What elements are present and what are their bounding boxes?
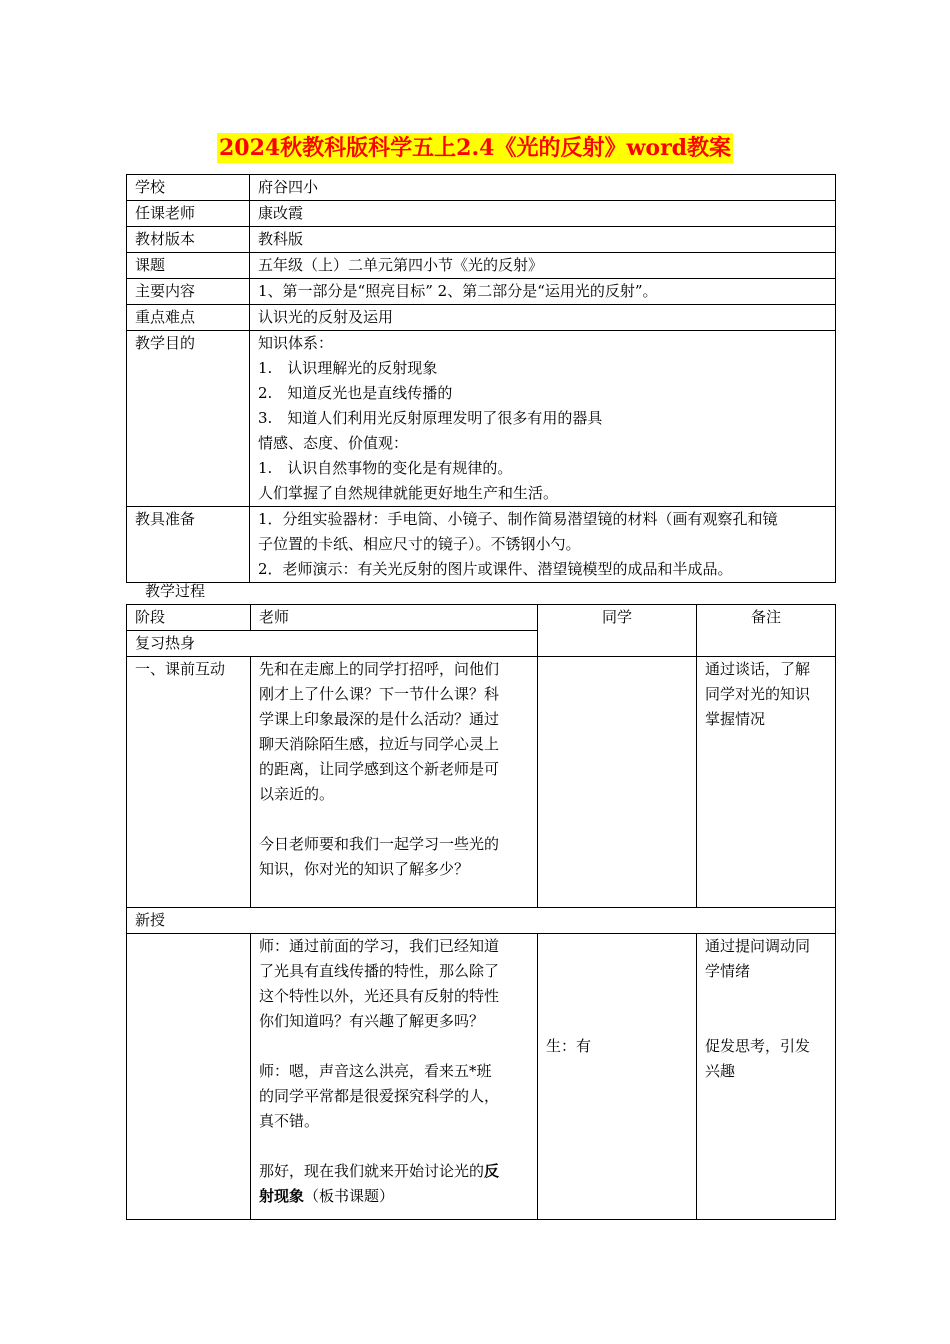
bold-run: 射现象 — [259, 1187, 305, 1205]
value-edition: 教科版 — [250, 227, 836, 253]
text-line: 通过谈话，了解 — [705, 660, 811, 678]
bold-run: 反 — [484, 1162, 500, 1180]
goals-line: 人们掌握了自然规律就能更好地生产和生活。 — [258, 484, 559, 502]
text-line: 真不错。 — [259, 1112, 320, 1130]
spacer — [546, 959, 688, 984]
text-line: 学课上印象最深的是什么活动？通过 — [259, 710, 500, 728]
document-title: 2024秋教科版科学五上2.4《光的反射》word教案 — [218, 135, 732, 161]
info-table — [126, 174, 836, 583]
stage-interaction: 一、课前互动 — [127, 657, 251, 908]
row-content — [127, 279, 836, 305]
value-goals — [250, 331, 836, 507]
label-keypoints: 重点难点 — [127, 305, 250, 331]
label-goals: 教学目的 — [127, 331, 250, 507]
row-materials — [127, 507, 836, 583]
process-label: 教学过程 — [145, 582, 206, 600]
label-edition: 教材版本 — [127, 227, 250, 253]
title-container — [0, 133, 950, 163]
text-line: 刚才上了什么课？下一节什么课？科 — [259, 685, 500, 703]
row-edition — [127, 227, 836, 253]
value-teacher: 康改霞 — [250, 201, 836, 227]
value-content: 1、第一部分是“照亮目标” 2、第二部分是“运用光的反射”。 — [250, 279, 836, 305]
label-topic: 课题 — [127, 253, 250, 279]
new-section-row — [127, 908, 836, 934]
text-line: 的距离，让同学感到这个新老师是可 — [259, 760, 500, 778]
row-teacher — [127, 201, 836, 227]
note-interaction — [697, 657, 836, 908]
spacer — [705, 1009, 827, 1034]
row-goals — [127, 331, 836, 507]
new-section-label: 新授 — [127, 908, 836, 934]
teacher-interaction — [251, 657, 538, 908]
label-content: 主要内容 — [127, 279, 250, 305]
interaction-row — [127, 657, 836, 908]
value-keypoints: 认识光的反射及运用 — [250, 305, 836, 331]
value-topic: 五年级（上）二单元第四小节《光的反射》 — [250, 253, 836, 279]
text-line: 了光具有直线传播的特性，那么除了 — [259, 962, 500, 980]
goals-line: 3. 知道人们利用光反射原理发明了很多有用的器具 — [258, 409, 603, 427]
text-run: 那好，现在我们就来开始讨论光的 — [259, 1162, 485, 1180]
header-teacher: 老师 — [251, 605, 538, 631]
text-line: 今日老师要和我们一起学习一些光的 — [259, 835, 500, 853]
header-student: 同学 — [538, 605, 697, 657]
goals-line: 知识体系： — [258, 334, 334, 352]
student-new-lesson — [538, 934, 697, 1220]
stage-new-lesson — [127, 934, 251, 1220]
new-lesson-row — [127, 934, 836, 1220]
student-interaction — [538, 657, 697, 908]
text-line: 促发思考，引发 — [705, 1037, 811, 1055]
text-line: 同学对光的知识 — [705, 685, 811, 703]
spacer — [259, 1034, 529, 1059]
header-note: 备注 — [697, 605, 836, 657]
teacher-new-lesson — [251, 934, 538, 1220]
spacer — [705, 984, 827, 1009]
spacer — [546, 984, 688, 1009]
text-run: （板书课题） — [304, 1187, 395, 1205]
value-materials — [250, 507, 836, 583]
spacer — [259, 1134, 529, 1159]
text-line: 以亲近的。 — [259, 785, 335, 803]
materials-line: 1．分组实验器材：手电筒、小镜子、制作简易潜望镜的材料（画有观察孔和镜 — [258, 510, 778, 528]
text-line — [259, 1184, 529, 1209]
text-line: 聊天消除陌生感，拉近与同学心灵上 — [259, 735, 500, 753]
process-table — [126, 604, 836, 1220]
label-materials: 教具准备 — [127, 507, 250, 583]
spacer — [546, 934, 688, 959]
goals-line: 2. 知道反光也是直线传播的 — [258, 384, 453, 402]
spacer — [546, 1009, 688, 1034]
text-line: 学情绪 — [705, 962, 751, 980]
goals-line: 1. 认识自然事物的变化是有规律的。 — [258, 459, 513, 477]
goals-line: 情感、态度、价值观： — [258, 434, 409, 452]
row-school — [127, 175, 836, 201]
text-line: 兴趣 — [705, 1062, 736, 1080]
text-line: 通过提问调动同 — [705, 937, 811, 955]
text-line: 的同学平常都是很爱探究科学的人， — [259, 1087, 500, 1105]
text-line: 先和在走廊上的同学打招呼，问他们 — [259, 660, 500, 678]
row-topic — [127, 253, 836, 279]
label-teacher: 任课老师 — [127, 201, 250, 227]
process-header-row — [127, 605, 836, 631]
text-line: 掌握情况 — [705, 710, 766, 728]
note-new-lesson — [697, 934, 836, 1220]
text-line — [259, 1159, 529, 1184]
spacer — [259, 807, 529, 832]
materials-line: 子位置的卡纸、相应尺寸的镜子）。不锈钢小勺。 — [258, 535, 581, 553]
materials-line: 2．老师演示：有关光反射的图片或课件、潜望镜模型的成品和半成品。 — [258, 560, 733, 578]
text-line: 师：嗯，声音这么洪亮，看来五*班 — [259, 1062, 492, 1080]
warmup-label: 复习热身 — [127, 631, 538, 657]
goals-line: 1. 认识理解光的反射现象 — [258, 359, 438, 377]
student-answer: 生：有 — [546, 1037, 592, 1055]
text-line: 这个特性以外，光还具有反射的特性 — [259, 987, 500, 1005]
label-school: 学校 — [127, 175, 250, 201]
value-school: 府谷四小 — [250, 175, 836, 201]
row-keypoints — [127, 305, 836, 331]
header-stage: 阶段 — [127, 605, 251, 631]
text-line: 知识，你对光的知识了解多少？ — [259, 860, 470, 878]
text-line: 你们知道吗？有兴趣了解更多吗？ — [259, 1012, 485, 1030]
text-line: 师：通过前面的学习，我们已经知道 — [259, 937, 500, 955]
